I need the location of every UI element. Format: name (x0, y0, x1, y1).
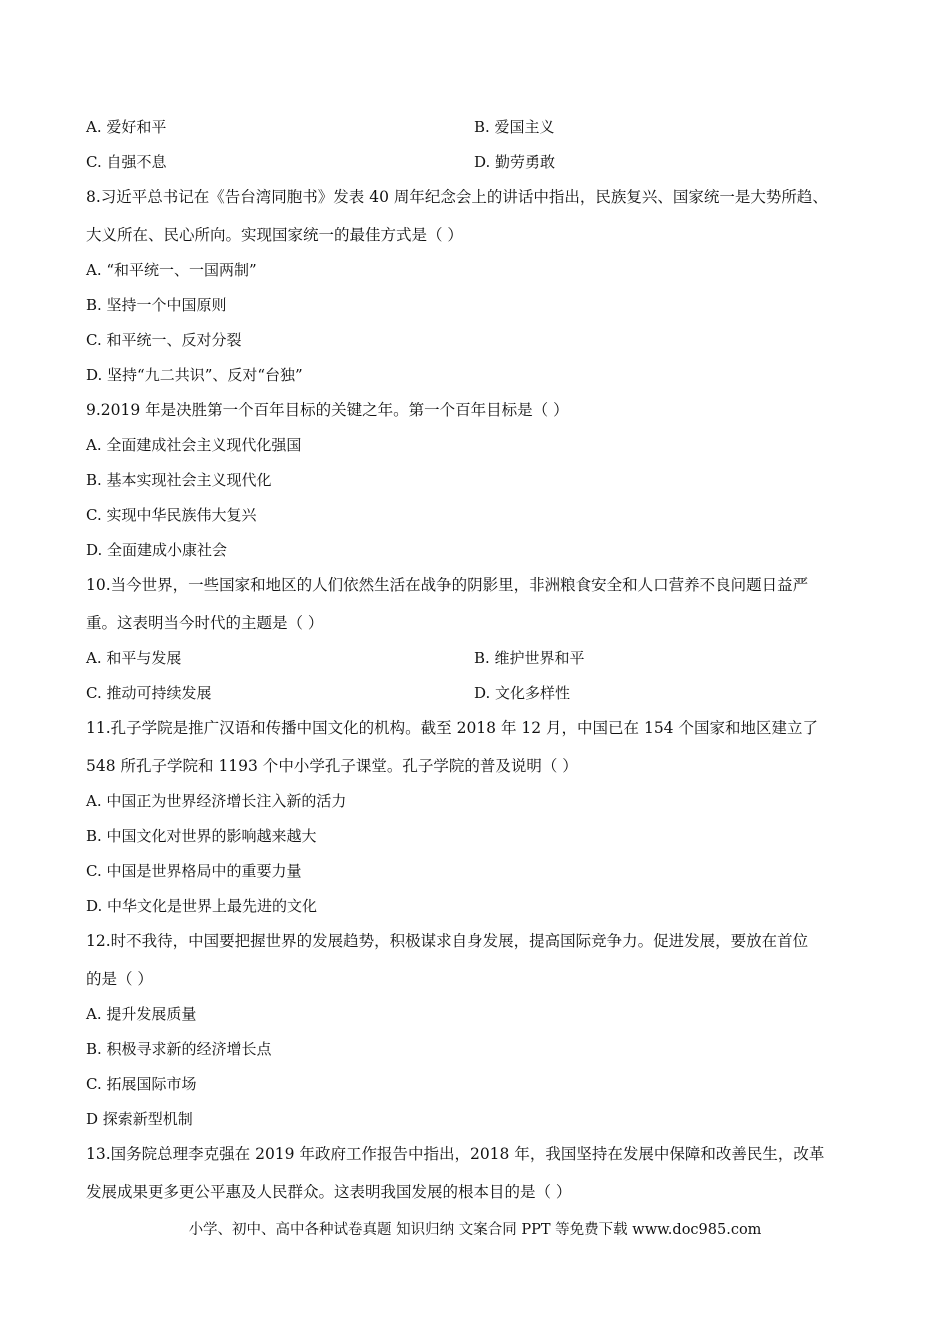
q12-stem-line2: 的是（ ） (86, 970, 153, 988)
q10-option-c: C. 推动可持续发展 (86, 684, 212, 702)
q12-option-c: C. 拓展国际市场 (86, 1075, 197, 1093)
q10-option-b: B. 维护世界和平 (474, 649, 585, 667)
q7-option-a: A. 爱好和平 (86, 118, 167, 136)
q8-option-a: A. “和平统一、一国两制” (86, 261, 257, 279)
q8-stem-line2: 大义所在、民心所向。实现国家统一的最佳方式是（ ） (86, 226, 463, 244)
q11-option-c: C. 中国是世界格局中的重要力量 (86, 862, 302, 880)
q13-stem-line1: 13.国务院总理李克强在 2019 年政府工作报告中指出，2018 年，我国坚持在发展中保障和改善民生，改革 (86, 1145, 825, 1163)
q7-option-d: D. 勤劳勇敢 (474, 153, 556, 171)
q11-stem-line2: 548 所孔子学院和 1193 个中小学孔子课堂。孔子学院的普及说明（ ） (86, 757, 578, 775)
q9-option-d: D. 全面建成小康社会 (86, 541, 228, 559)
q8-stem-line1: 8.习近平总书记在《告台湾同胞书》发表 40 周年纪念会上的讲话中指出，民族复兴、国家统一是大势所趋、 (86, 188, 828, 206)
q12-option-a: A. 提升发展质量 (86, 1005, 197, 1023)
q10-option-a: A. 和平与发展 (86, 649, 182, 667)
q12-stem-line1: 12.时不我待，中国要把握世界的发展趋势，积极谋求自身发展，提高国际竞争力。促进发展，要放在首位 (86, 932, 809, 950)
q9-option-c: C. 实现中华民族伟大复兴 (86, 506, 257, 524)
q12-option-d: D 探索新型机制 (86, 1110, 193, 1128)
q8-option-b: B. 坚持一个中国原则 (86, 296, 227, 314)
q11-stem-line1: 11.孔子学院是推广汉语和传播中国文化的机构。截至 2018 年 12 月，中国已在 154 个国家和地区建立了 (86, 719, 818, 737)
q7-option-c: C. 自强不息 (86, 153, 167, 171)
page-footer: 小学、初中、高中各种试卷真题 知识归纳 文案合同 PPT 等免费下载 www.doc985.com (188, 1222, 762, 1238)
q8-option-d: D. 坚持“九二共识”、反对“台独” (86, 366, 303, 384)
q10-stem-line2: 重。这表明当今时代的主题是（ ） (86, 614, 324, 632)
q7-option-b: B. 爱国主义 (474, 118, 555, 136)
q9-stem-line1: 9.2019 年是决胜第一个百年目标的关键之年。第一个百年目标是（ ） (86, 401, 569, 419)
q11-option-a: A. 中国正为世界经济增长注入新的活力 (86, 792, 347, 810)
q11-option-d: D. 中华文化是世界上最先进的文化 (86, 897, 318, 915)
q9-option-b: B. 基本实现社会主义现代化 (86, 471, 272, 489)
q10-option-d: D. 文化多样性 (474, 684, 571, 702)
q11-option-b: B. 中国文化对世界的影响越来越大 (86, 827, 317, 845)
q12-option-b: B. 积极寻求新的经济增长点 (86, 1040, 272, 1058)
q8-option-c: C. 和平统一、反对分裂 (86, 331, 242, 349)
q9-option-a: A. 全面建成社会主义现代化强国 (86, 436, 302, 454)
q10-stem-line1: 10.当今世界，一些国家和地区的人们依然生活在战争的阴影里，非洲粮食安全和人口营养不良问题日益严 (86, 576, 809, 594)
q13-stem-line2: 发展成果更多更公平惠及人民群众。这表明我国发展的根本目的是（ ） (86, 1183, 572, 1201)
